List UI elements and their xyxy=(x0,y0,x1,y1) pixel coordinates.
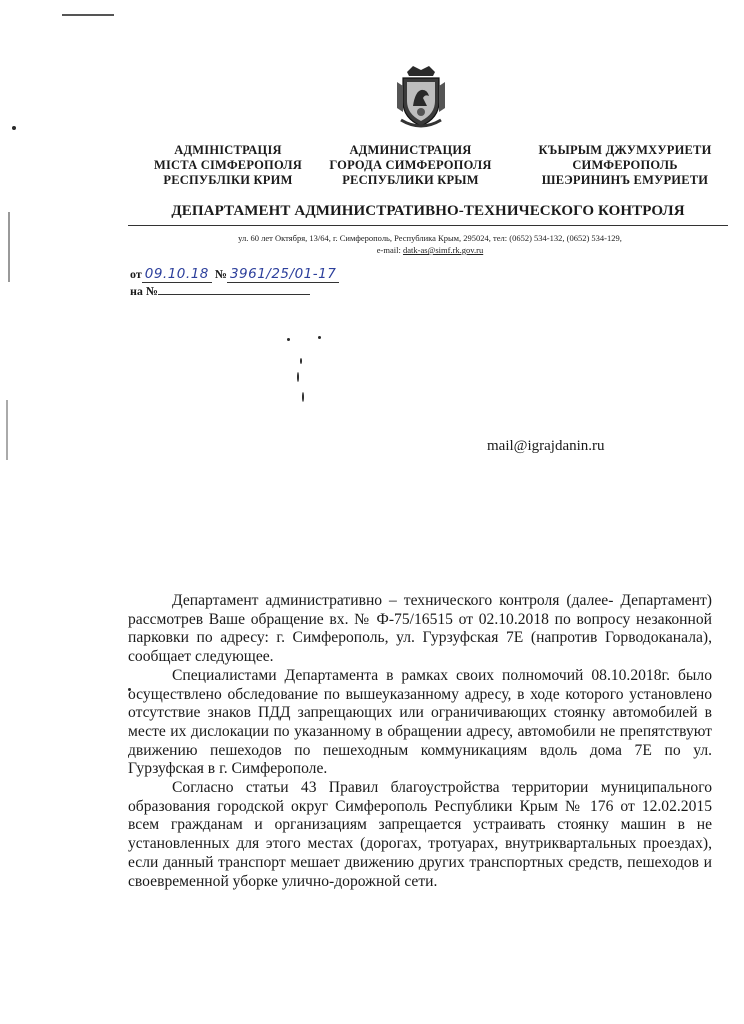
outgoing-reference xyxy=(130,266,339,283)
body-paragraph: Согласно статьи 43 Правил благоустройства территории муниципального образования городской округ Симферополь Республики Крым № 176 от 12.02.2015 всем гражданам и организациям запрещается устраивать стоянку машин в не установленных для этого местах (дорогах, тротуарах, внутриквартальных проездах), если данный транспорт мешает движению других транспортных средств, пешеходов и своевременной уборке улично-дорожной сети. xyxy=(128,779,712,890)
scan-edge-mark xyxy=(8,212,10,282)
incoming-number-blank xyxy=(158,284,310,295)
date-prefix: от xyxy=(130,267,142,281)
scan-speck xyxy=(287,338,290,341)
letterhead-line: ШЕЭРИНИНЪ ЕМУРИЕТИ xyxy=(541,173,709,187)
letterhead-line: РЕСПУБЛИКИ КРЫМ xyxy=(342,173,479,187)
letterhead-crimean-tatar xyxy=(522,143,728,188)
body-paragraph: Департамент административно – технического контроля (далее- Департамент) рассмотрев Ваше обращение вх. № Ф-75/16515 от 02.10.2018 по вопросу незаконной парковки по адресу: г. Симферополь, ул. Гурзуфская 7Е (напротив Горводоканала), сообщает следующее. xyxy=(128,592,712,666)
header-divider xyxy=(128,225,728,226)
scan-speck xyxy=(302,392,304,402)
scan-speck xyxy=(318,336,321,339)
number-prefix: № xyxy=(214,267,227,281)
on-number-prefix: на № xyxy=(130,284,158,298)
letterhead-russian xyxy=(318,143,503,188)
scan-speck xyxy=(300,358,302,364)
email-line xyxy=(150,244,710,256)
letterhead-line: КЪЫРЫМ ДЖУМХУРИЕТИ xyxy=(538,143,712,157)
email-label: e-mail: xyxy=(376,245,403,255)
letterhead-line: РЕСПУБЛІКИ КРИМ xyxy=(163,173,293,187)
letter-body xyxy=(128,592,712,891)
contact-address xyxy=(150,232,710,256)
crimea-coat-of-arms-icon xyxy=(393,62,449,130)
handwritten-number: 3961/25/01-17 xyxy=(227,266,339,283)
letterhead-ukrainian xyxy=(138,143,318,188)
letterhead-line: МІСТА СІМФЕРОПОЛЯ xyxy=(153,158,302,172)
scan-edge-mark xyxy=(6,400,8,460)
letterhead-line: СИМФЕРОПОЛЬ xyxy=(572,158,678,172)
letterhead-line: ГОРОДА СИМФЕРОПОЛЯ xyxy=(329,158,492,172)
scan-edge-mark xyxy=(62,14,114,16)
incoming-reference xyxy=(130,284,310,299)
scan-speck xyxy=(297,372,299,382)
scan-speck xyxy=(12,126,16,130)
handwritten-date: 09.10.18 xyxy=(142,266,212,283)
department-email-link[interactable]: datk-as@simf.rk.gov.ru xyxy=(402,245,484,255)
recipient-email: mail@igrajdanin.ru xyxy=(487,438,605,454)
department-title: ДЕПАРТАМЕНТ АДМИНИСТРАТИВНО-ТЕХНИЧЕСКОГО КОНТРОЛЯ xyxy=(171,203,685,219)
letterhead-line: АДМИНИСТРАЦИЯ xyxy=(349,143,472,157)
address-line: ул. 60 лет Октября, 13/64, г. Симферополь, Республика Крым, 295024, тел: (0652) 534-132, (0652) 534-129, xyxy=(238,233,622,243)
letterhead-line: АДМІНІСТРАЦІЯ xyxy=(174,143,282,157)
body-paragraph: Специалистами Департамента в рамках своих полномочий 08.10.2018г. было осуществлено обследование по вышеуказанному адресу, в ходе которого установлено отсутствие знаков ПДД запрещающих или ограничивающих стоянку автомобилей в месте их дислокации по указанному в обращении адресу, автомобили не препятствуют движению пешеходов по пешеходным коммуникациям вдоль дома 7Е по ул. Гурзуфская в г. Симферополе. xyxy=(128,666,712,778)
